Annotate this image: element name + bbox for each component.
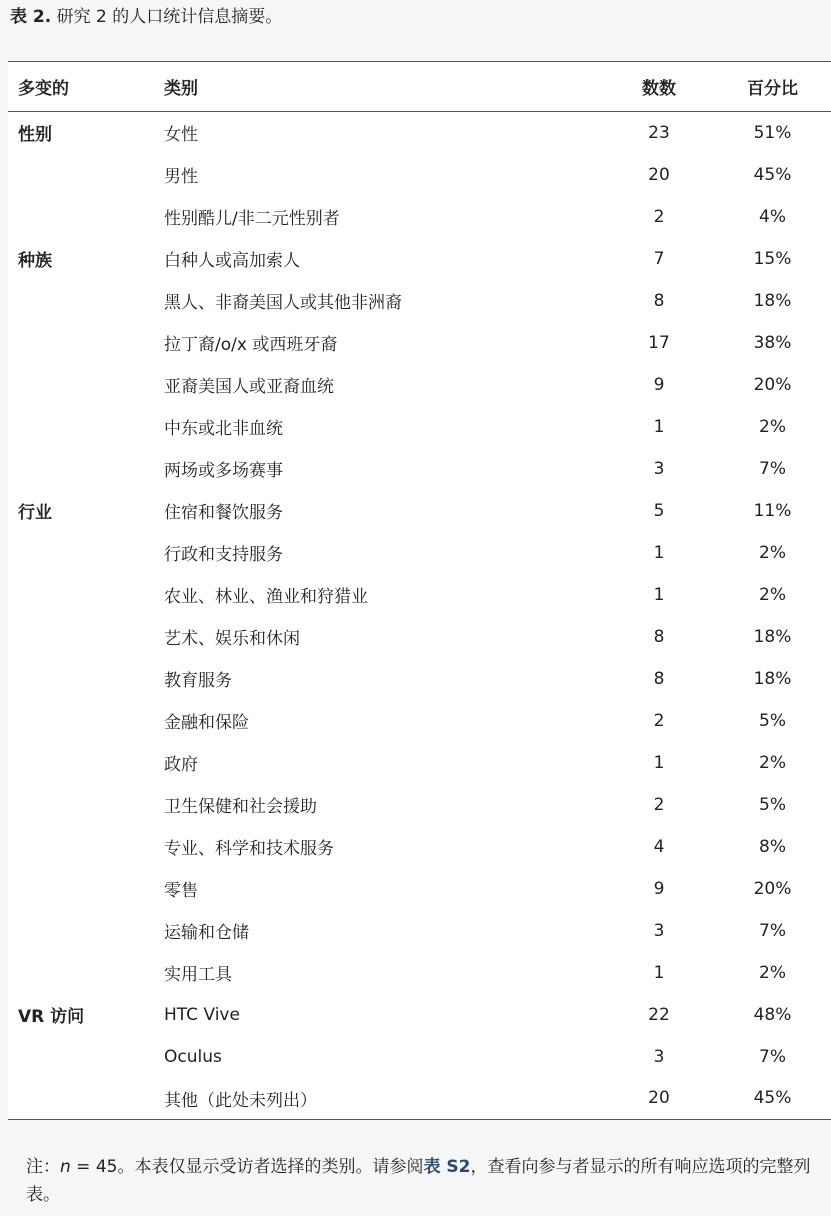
demographics-table <box>8 61 831 1120</box>
row-percent: 45% <box>753 164 792 185</box>
row-percent: 5% <box>759 794 786 815</box>
row-percent: 2% <box>759 416 786 437</box>
table-row <box>8 490 831 532</box>
row-count: 3 <box>653 920 665 941</box>
row-category: 拉丁裔/o/x 或西班牙裔 <box>164 335 338 355</box>
row-variable <box>8 280 164 322</box>
row-percent: 7% <box>759 920 786 941</box>
row-category: 性别酷儿/非二元性别者 <box>164 209 340 229</box>
row-count: 22 <box>648 1004 670 1025</box>
row-count: 20 <box>648 164 670 185</box>
caption-text: 研究 2 的人口统计信息摘要。 <box>51 7 283 27</box>
row-percent: 15% <box>753 248 792 269</box>
note-suffix: ，查看向参与者显示的所有响应选项的完整列表。 <box>26 1157 811 1205</box>
table-row <box>8 448 831 490</box>
row-variable <box>8 910 164 952</box>
row-category: 政府 <box>164 755 198 775</box>
row-percent: 2% <box>759 584 786 605</box>
row-category: Oculus <box>164 1046 222 1067</box>
row-percent: 2% <box>759 542 786 563</box>
row-variable <box>8 364 164 406</box>
row-percent: 2% <box>759 752 786 773</box>
row-percent: 7% <box>759 458 786 479</box>
row-count: 9 <box>653 374 665 395</box>
header-category: 类别 <box>164 62 594 112</box>
table-row <box>8 868 831 910</box>
row-percent: 48% <box>753 1004 792 1025</box>
row-variable <box>8 1036 164 1078</box>
row-percent: 11% <box>753 500 792 521</box>
table-row <box>8 910 831 952</box>
table-row <box>8 742 831 784</box>
table-header-row <box>8 62 831 112</box>
table-row <box>8 658 831 700</box>
row-variable: 行业 <box>18 503 52 523</box>
row-percent: 20% <box>753 374 792 395</box>
row-category: 亚裔美国人或亚裔血统 <box>164 377 334 397</box>
row-variable <box>8 868 164 910</box>
row-count: 8 <box>653 290 665 311</box>
row-count: 8 <box>653 626 665 647</box>
row-percent: 18% <box>753 668 792 689</box>
header-percent: 百分比 <box>724 62 831 112</box>
table-row <box>8 1036 831 1078</box>
row-variable <box>8 196 164 238</box>
row-category: 运输和仓储 <box>164 923 249 943</box>
row-percent: 45% <box>724 1078 831 1120</box>
row-count: 1 <box>653 542 665 563</box>
row-count: 5 <box>653 500 665 521</box>
table-s2-link[interactable]: 表 S2 <box>423 1157 471 1177</box>
note-text: = 45。本表仅显示受访者选择的类别。请参阅 <box>70 1157 424 1177</box>
table-row <box>8 112 831 154</box>
table-row <box>8 826 831 868</box>
table-row <box>8 364 831 406</box>
row-variable <box>8 616 164 658</box>
row-category: 女性 <box>164 125 198 146</box>
row-count: 3 <box>653 458 665 479</box>
row-count: 3 <box>653 1046 665 1067</box>
row-count: 2 <box>653 710 665 731</box>
table-row <box>8 532 831 574</box>
row-count: 8 <box>653 668 665 689</box>
note-prefix: 注： <box>26 1157 60 1177</box>
table-body <box>8 112 831 1120</box>
row-percent: 18% <box>753 626 792 647</box>
row-category: 金融和保险 <box>164 713 249 733</box>
row-variable <box>8 742 164 784</box>
row-variable <box>8 658 164 700</box>
row-category: 两场或多场赛事 <box>164 461 283 481</box>
row-category: 男性 <box>164 167 198 187</box>
row-category: 零售 <box>164 881 198 901</box>
row-category: 实用工具 <box>164 965 232 985</box>
table-row <box>8 994 831 1036</box>
row-percent: 18% <box>753 290 792 311</box>
row-variable <box>8 1078 164 1120</box>
row-percent: 4% <box>759 206 786 227</box>
table-row <box>8 700 831 742</box>
row-category: 教育服务 <box>164 671 232 691</box>
table-row <box>8 616 831 658</box>
row-percent: 2% <box>759 962 786 983</box>
table-row <box>8 238 831 280</box>
row-variable <box>8 700 164 742</box>
row-variable <box>8 784 164 826</box>
row-variable <box>8 532 164 574</box>
table-caption <box>10 6 282 28</box>
row-category: 专业、科学和技术服务 <box>164 839 334 859</box>
table-row <box>8 196 831 238</box>
table-row <box>8 952 831 994</box>
row-variable <box>8 322 164 364</box>
row-variable <box>8 826 164 868</box>
row-percent: 38% <box>753 332 792 353</box>
row-variable: VR 访问 <box>18 1007 85 1027</box>
row-variable <box>8 952 164 994</box>
row-percent: 5% <box>759 710 786 731</box>
table-row <box>8 574 831 616</box>
row-category: 中东或北非血统 <box>164 419 283 439</box>
note-n-symbol: n <box>60 1157 71 1177</box>
table-row <box>8 406 831 448</box>
row-percent: 7% <box>759 1046 786 1067</box>
caption-label: 表 2. <box>10 7 52 27</box>
row-count: 1 <box>653 584 665 605</box>
row-variable <box>8 448 164 490</box>
row-category: HTC Vive <box>164 1004 240 1025</box>
row-count: 9 <box>653 878 665 899</box>
row-variable <box>8 574 164 616</box>
row-category: 农业、林业、渔业和狩猎业 <box>164 587 368 607</box>
row-count: 1 <box>653 752 665 773</box>
row-variable: 性别 <box>18 125 52 146</box>
header-count: 数数 <box>594 62 724 112</box>
table-row <box>8 784 831 826</box>
row-category: 住宿和餐饮服务 <box>164 503 283 523</box>
row-category: 卫生保健和社会援助 <box>164 797 317 817</box>
row-count: 23 <box>648 122 670 143</box>
row-category: 白种人或高加索人 <box>164 251 300 271</box>
table-row <box>8 280 831 322</box>
row-count: 1 <box>653 416 665 437</box>
header-variable: 多变的 <box>8 62 164 112</box>
row-category: 其他（此处未列出） <box>164 1078 594 1120</box>
row-count: 17 <box>648 332 670 353</box>
row-variable: 种族 <box>18 251 52 271</box>
row-category: 艺术、娱乐和休闲 <box>164 629 300 649</box>
row-percent: 8% <box>759 836 786 857</box>
row-percent: 51% <box>753 122 792 143</box>
row-percent: 20% <box>753 878 792 899</box>
row-count: 7 <box>653 248 665 269</box>
row-count: 2 <box>653 794 665 815</box>
row-count: 20 <box>594 1078 724 1120</box>
table-row <box>8 154 831 196</box>
row-category: 黑人、非裔美国人或其他非洲裔 <box>164 293 402 313</box>
table-row <box>8 322 831 364</box>
row-count: 2 <box>653 206 665 227</box>
row-count: 1 <box>653 962 665 983</box>
table-row <box>8 1078 831 1120</box>
row-variable <box>8 406 164 448</box>
row-count: 4 <box>653 836 665 857</box>
table-note <box>26 1153 821 1209</box>
row-category: 行政和支持服务 <box>164 545 283 565</box>
row-variable <box>8 154 164 196</box>
